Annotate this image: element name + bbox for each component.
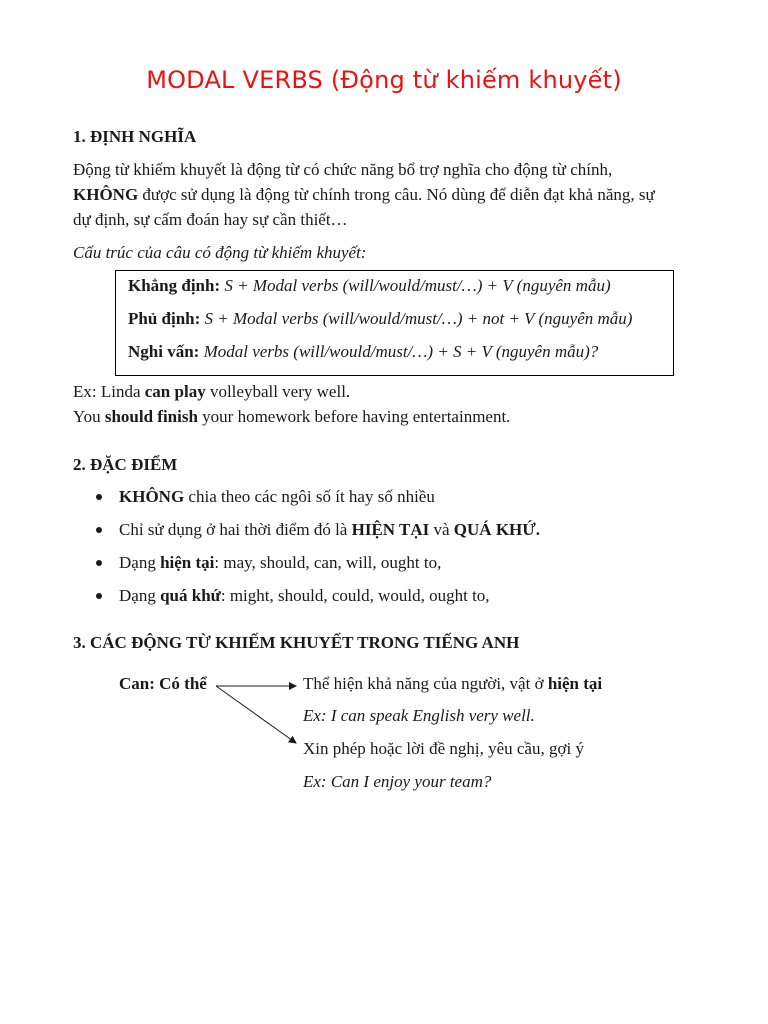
feature-1-bold: KHÔNG (119, 487, 185, 506)
feature-3-pre: Dạng (119, 553, 161, 572)
definition-line-1: Động từ khiếm khuyết là động từ có chức năng bổ trợ nghĩa cho động từ chính, (73, 160, 613, 179)
section1-heading: 1. ĐỊNH NGHĨA (73, 127, 197, 146)
definition-line-2-text: được sử dụng là động từ chính trong câu. Nó dùng để diễn đạt khả năng, sự (138, 185, 655, 204)
feature-3-bold: hiện tại (160, 553, 215, 572)
negative-formula: S + Modal verbs (will/would/must/…) + not + V (nguyên mẫu) (200, 309, 633, 328)
question-label: Nghi vấn: (128, 342, 200, 361)
definition-line-3: dự định, sự cấm đoán hay sự cần thiết… (73, 210, 348, 229)
negative-label: Phủ định: (128, 309, 201, 328)
example-2-post: your homework before having entertainment. (197, 407, 511, 426)
example-2-bold: should finish (104, 407, 198, 426)
meaning-1-example-text: Ex: I can speak English very well. (303, 706, 535, 725)
affirmative-formula: S + Modal verbs (will/would/must/…) + V (nguyên mẫu) (220, 276, 611, 295)
question-formula: Modal verbs (will/would/must/…) + S + V (nguyên mẫu)? (199, 342, 599, 361)
example-2-pre: You (73, 407, 105, 426)
section2-heading: 2. ĐẶC ĐIỂM (73, 455, 178, 474)
example-1-bold: can play (144, 382, 206, 401)
affirmative-label: Khẳng định: (128, 276, 221, 295)
document-title: MODAL VERBS (Động từ khiếm khuyết) (146, 66, 622, 94)
feature-2-bold-2: QUÁ KHỨ. (453, 520, 541, 539)
structure-intro-text: Cấu trúc của câu có động từ khiếm khuyết: (73, 243, 367, 262)
feature-4-text: : might, should, could, would, ought to, (220, 586, 490, 605)
meaning-1-example (303, 704, 535, 728)
feature-4-bold: quá khứ (160, 586, 221, 605)
feature-2-bold-1: HIỆN TẠI (351, 520, 430, 539)
meaning-1-bold: hiện tại (547, 674, 603, 693)
meaning-1 (303, 672, 602, 696)
feature-4-pre: Dạng (119, 586, 161, 605)
example-1-pre: Ex: Linda (73, 382, 145, 401)
meaning-1-text: Thể hiện khả năng của người, vật ở (303, 674, 548, 693)
example-1-post: volleyball very well. (205, 382, 351, 401)
feature-3-text: : may, should, can, will, ought to, (214, 553, 442, 572)
meaning-2-example-text: Ex: Can I enjoy your team? (303, 772, 492, 791)
arrow-to-meaning-2 (216, 686, 296, 743)
can-label-text: Can: Có thể (119, 674, 207, 693)
feature-2-pre: Chỉ sử dụng ở hai thời điểm đó là (119, 520, 352, 539)
section3-heading: 3. CÁC ĐỘNG TỪ KHIẾM KHUYẾT TRONG TIẾNG ANH (73, 633, 520, 652)
definition-bold-khong: KHÔNG (73, 185, 139, 204)
meaning-2-example (303, 770, 491, 794)
feature-1-text: chia theo các ngôi số ít hay số nhiều (184, 487, 435, 506)
meaning-2: Xin phép hoặc lời đề nghị, yêu cầu, gợi ý (303, 739, 584, 758)
feature-2-mid: và (429, 520, 454, 539)
